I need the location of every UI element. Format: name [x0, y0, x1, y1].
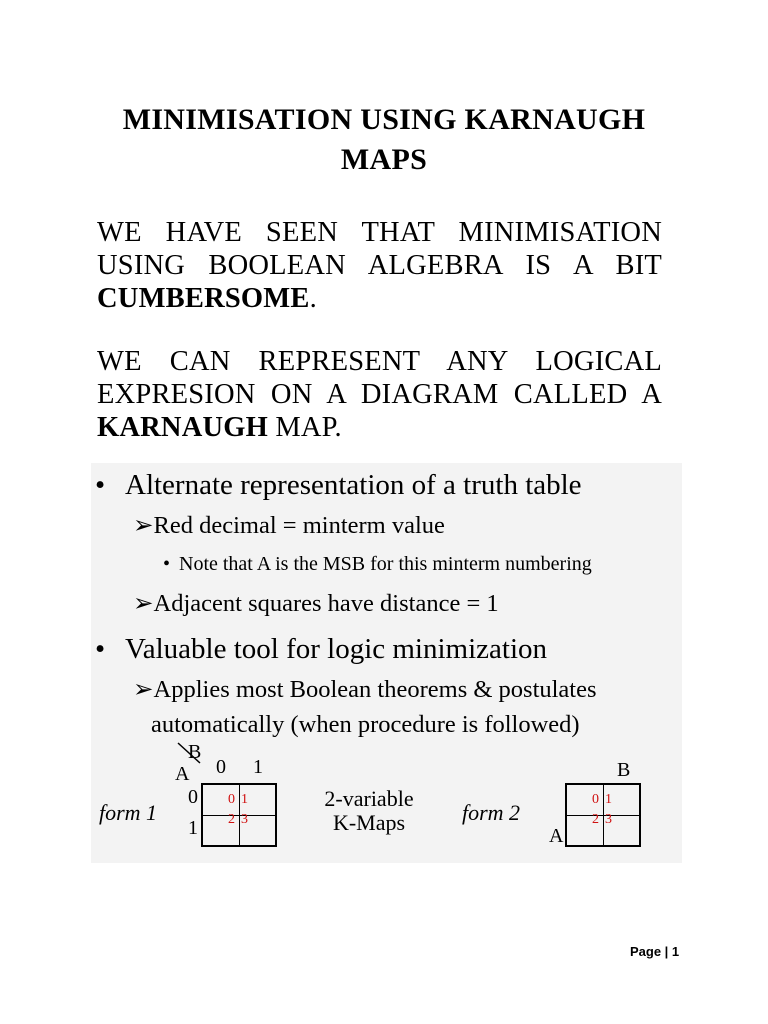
kmap-1-col-1: 1 — [253, 756, 263, 778]
embedded-slide — [91, 463, 682, 863]
kmap-1-minterm-1: 1 — [241, 792, 248, 807]
title-line-1: MINIMISATION USING KARNAUGH — [122, 103, 646, 136]
kmap-2-var-a: A — [549, 825, 564, 847]
paragraph-2-bold: KARNAUGH — [97, 412, 269, 443]
slide-sub-bullet-3-line-1: Applies most Boolean theorems & postulates — [153, 676, 597, 703]
paragraph-2 — [97, 345, 662, 444]
arrow-icon: ➢ — [133, 676, 154, 703]
arrow-icon: ➢ — [133, 590, 154, 617]
paragraph-1-bold: CUMBERSOME — [97, 283, 310, 314]
slide-sub-bullet-3 — [133, 676, 597, 704]
paragraph-1-text: WE HAVE SEEN THAT MINIMISATION USING BOOLEAN ALGEBRA IS A BIT — [97, 217, 662, 281]
kmap-1-grid — [201, 783, 277, 847]
paragraph-1 — [97, 216, 662, 315]
kmap-2-minterm-1: 1 — [605, 792, 612, 807]
form-1-label: form 1 — [99, 800, 158, 825]
paragraph-1-end: . — [309, 283, 317, 314]
kmap-1-minterm-3: 3 — [241, 812, 248, 827]
page-title — [60, 100, 708, 180]
paragraph-2-end: MAP. — [268, 412, 342, 443]
kmap-center-label — [309, 787, 429, 835]
bullet-icon: • — [95, 469, 106, 501]
arrow-icon: ➢ — [133, 512, 154, 539]
kmap-1-var-b: B — [188, 741, 202, 763]
kmap-2-minterm-0: 0 — [592, 792, 599, 807]
kmap-center-line-1: 2-variable — [324, 786, 414, 811]
kmap-2-var-b: B — [617, 759, 631, 781]
slide-bullet-2 — [95, 633, 547, 665]
kmap-center-line-2: K-Maps — [332, 810, 406, 835]
slide-note-text: Note that A is the MSB for this minterm numbering — [179, 553, 592, 575]
kmap-2-minterm-2: 2 — [592, 812, 599, 827]
page-number: Page | 1 — [630, 944, 680, 959]
slide-bullet-1-text: Alternate representation of a truth table — [125, 469, 582, 501]
kmap-1-minterm-2: 2 — [228, 812, 235, 827]
slide-sub-bullet-1-text: Red decimal = minterm value — [153, 512, 445, 539]
kmap-1-row-0: 0 — [188, 786, 198, 808]
slide-sub-bullet-1 — [133, 512, 445, 540]
kmap-2-minterm-3: 3 — [605, 812, 612, 827]
slide-sub-bullet-2 — [133, 590, 499, 618]
kmap-1-divider-h — [203, 815, 275, 816]
slide-bullet-2-text: Valuable tool for logic minimization — [125, 633, 548, 665]
kmap-1-var-a: A — [175, 763, 190, 785]
slide-sub-bullet-3-line-2: automatically (when procedure is followed) — [151, 711, 580, 738]
kmap-1-col-0: 0 — [216, 756, 226, 778]
slide-note — [163, 552, 592, 576]
small-bullet-icon: • — [163, 553, 171, 575]
title-line-2: MAPS — [340, 143, 428, 176]
kmap-1-minterm-0: 0 — [228, 792, 235, 807]
kmap-1-row-1: 1 — [188, 817, 198, 839]
slide-bullet-1 — [95, 469, 582, 501]
kmap-2-grid — [565, 783, 641, 847]
slide-sub-bullet-2-text: Adjacent squares have distance = 1 — [153, 590, 499, 617]
paragraph-2-text: WE CAN REPRESENT ANY LOGICAL EXPRESION ON A DIAGRAM CALLED A — [97, 346, 662, 410]
bullet-icon: • — [95, 633, 106, 665]
form-2-label: form 2 — [462, 800, 521, 825]
kmap-2-divider-h — [567, 815, 639, 816]
